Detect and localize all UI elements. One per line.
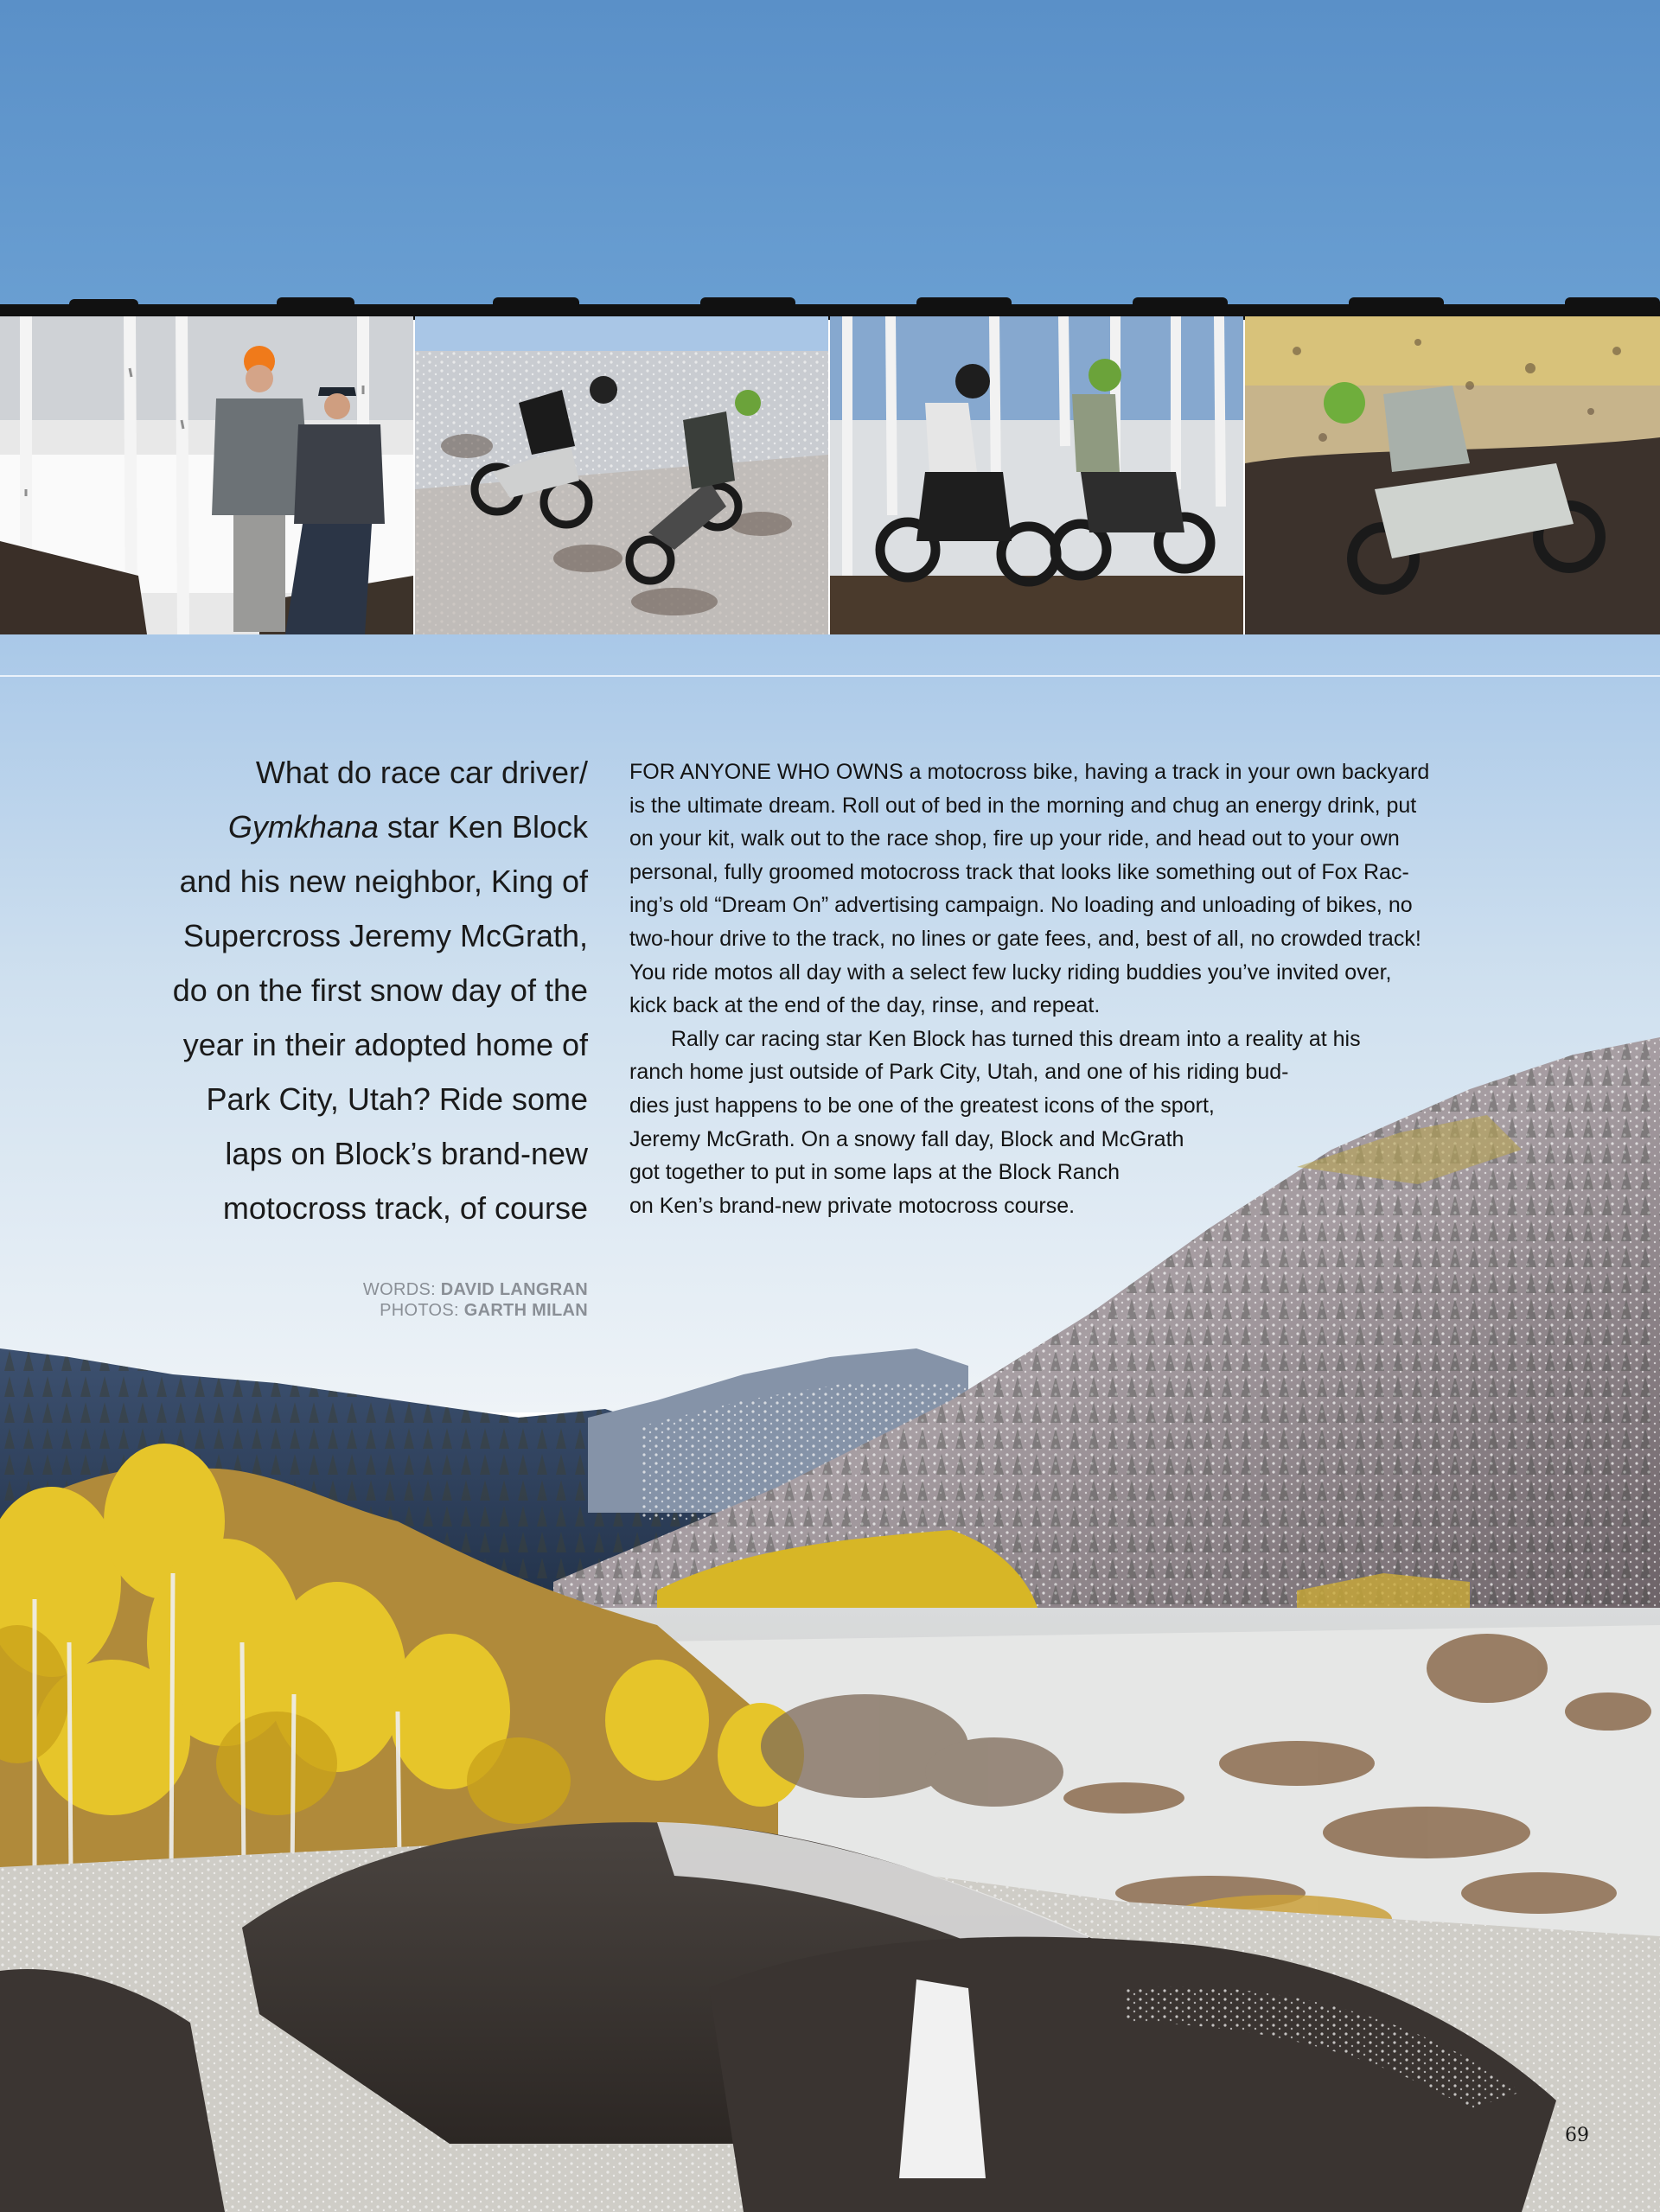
body-line: two-hour drive to the track, no lines or gate fees, and, best of all, no crowded track! bbox=[629, 926, 1421, 951]
deck-line: year in their adopted home of bbox=[182, 1027, 588, 1062]
deck-italic-gymkhana: Gymkhana bbox=[227, 809, 379, 845]
photo-riders-standing bbox=[0, 316, 413, 634]
body-line-text: a motocross bike, having a track in your own backyard bbox=[903, 760, 1430, 784]
photos-author: GARTH MILAN bbox=[463, 1301, 588, 1320]
deck-line: What do race car driver/ bbox=[255, 755, 588, 790]
body-line: got together to put in some laps at the Block Ranch bbox=[629, 1160, 1120, 1185]
body-line: on Ken’s brand-new private motocross course. bbox=[629, 1193, 1076, 1218]
byline-credits bbox=[259, 1279, 588, 1321]
body-line: kick back at the end of the day, rinse, and repeat. bbox=[629, 993, 1101, 1018]
body-paragraph-1 bbox=[629, 755, 1563, 1023]
words-author: DAVID LANGRAN bbox=[440, 1280, 588, 1299]
body-line: ing’s old “Dream On” advertising campaign. No loading and unloading of bikes, no bbox=[629, 893, 1413, 918]
words-credit bbox=[259, 1279, 588, 1300]
body-line bbox=[629, 755, 1563, 789]
body-line: Jeremy McGrath. On a snowy fall day, Block and McGrath bbox=[629, 1126, 1184, 1151]
body-line: ranch home just outside of Park City, Utah, and one of his riding bud- bbox=[629, 1060, 1289, 1085]
horizontal-rule bbox=[0, 675, 1660, 677]
article-body bbox=[629, 755, 1563, 1222]
body-line: You ride motos all day with a select few lucky riding buddies you’ve invited over, bbox=[629, 959, 1392, 985]
lead-in-caps: FOR ANYONE WHO OWNS bbox=[629, 760, 903, 784]
photo-rider-roosting bbox=[1245, 316, 1660, 634]
deck-line: laps on Block’s brand-new bbox=[225, 1136, 588, 1171]
deck-line-rest: star Ken Block bbox=[378, 809, 588, 845]
photo-riders-on-bikes bbox=[830, 316, 1243, 634]
deck-line: Park City, Utah? Ride some bbox=[206, 1081, 588, 1117]
deck-line: Supercross Jeremy McGrath, bbox=[182, 918, 588, 953]
words-label: WORDS: bbox=[362, 1280, 441, 1299]
photo-strip bbox=[0, 316, 1660, 634]
deck-line: do on the first snow day of the bbox=[172, 972, 588, 1008]
deck-line: and his new neighbor, King of bbox=[179, 864, 588, 899]
photo-riders-jumping bbox=[415, 316, 828, 634]
photos-label: PHOTOS: bbox=[380, 1301, 464, 1320]
photos-credit bbox=[259, 1300, 588, 1321]
body-line: dies just happens to be one of the greatest icons of the sport, bbox=[629, 1093, 1215, 1118]
body-line: personal, fully groomed motocross track that looks like something out of Fox Rac- bbox=[629, 859, 1409, 884]
page-number: 69 bbox=[1565, 2125, 1589, 2146]
body-line: Rally car racing star Ken Block has turned this dream into a reality at his bbox=[671, 1026, 1361, 1051]
body-paragraph-2 bbox=[629, 1023, 1563, 1223]
body-line: is the ultimate dream. Roll out of bed in the morning and chug an energy drink, put bbox=[629, 793, 1417, 818]
deck-line: motocross track, of course bbox=[222, 1190, 588, 1226]
deck-line bbox=[130, 800, 588, 854]
deck-intro bbox=[130, 745, 588, 1235]
body-line: on your kit, walk out to the race shop, fire up your ride, and head out to your own bbox=[629, 826, 1400, 851]
